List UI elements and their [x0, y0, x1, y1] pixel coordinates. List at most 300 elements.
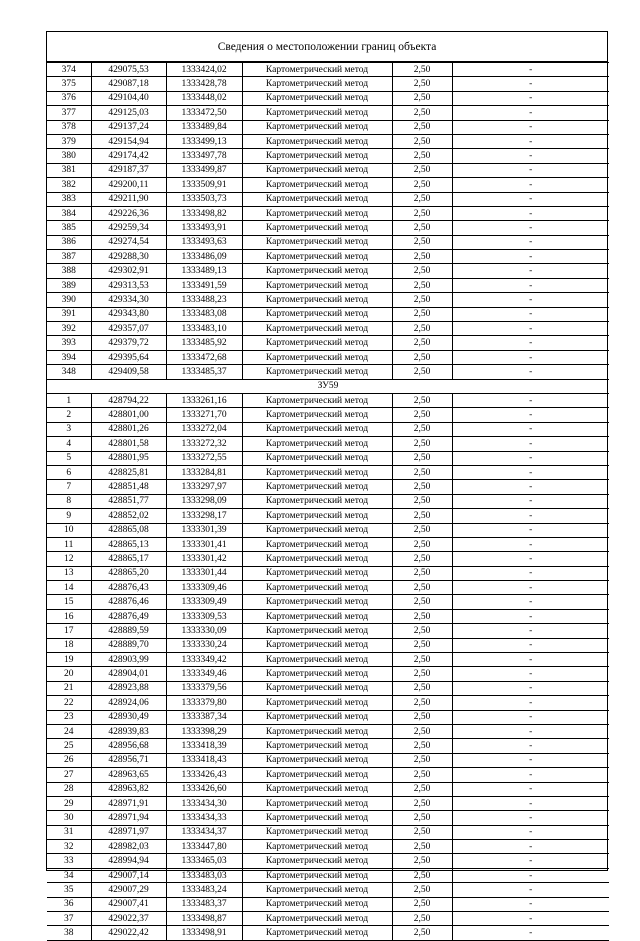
coordinates-table: [47, 62, 609, 941]
cell-method: Картометрический метод: [242, 696, 392, 710]
cell-method: Картометрический метод: [242, 509, 392, 523]
cell-x-coordinate: 428963,65: [91, 768, 166, 782]
cell-x-coordinate: 428889,59: [91, 624, 166, 638]
cell-x-coordinate: 428956,68: [91, 739, 166, 753]
cell-method: Картометрический метод: [242, 451, 392, 465]
cell-point-number: 387: [47, 250, 91, 264]
cell-y-coordinate: 1333330,24: [166, 638, 242, 652]
cell-x-coordinate: 429200,11: [91, 178, 166, 192]
cell-method: Картометрический метод: [242, 393, 392, 407]
cell-method: Картометрический метод: [242, 77, 392, 91]
cell-x-coordinate: 428903,99: [91, 653, 166, 667]
cell-y-coordinate: 1333298,17: [166, 509, 242, 523]
table-row: [47, 739, 609, 753]
cell-description: -: [452, 624, 609, 638]
table-row: [47, 278, 609, 292]
cell-point-number: 18: [47, 638, 91, 652]
cell-accuracy: 2,50: [392, 638, 452, 652]
cell-accuracy: 2,50: [392, 437, 452, 451]
cell-accuracy: 2,50: [392, 106, 452, 120]
cell-x-coordinate: 428956,71: [91, 753, 166, 767]
cell-x-coordinate: 428794,22: [91, 393, 166, 407]
cell-description: -: [452, 350, 609, 364]
cell-accuracy: 2,50: [392, 653, 452, 667]
cell-method: Картометрический метод: [242, 437, 392, 451]
table-row: [47, 134, 609, 148]
cell-y-coordinate: 1333301,42: [166, 552, 242, 566]
cell-description: -: [452, 753, 609, 767]
cell-y-coordinate: 1333301,41: [166, 537, 242, 551]
cell-y-coordinate: 1333297,97: [166, 480, 242, 494]
table-row: [47, 307, 609, 321]
cell-y-coordinate: 1333434,37: [166, 825, 242, 839]
cell-point-number: 388: [47, 264, 91, 278]
cell-accuracy: 2,50: [392, 451, 452, 465]
cell-description: -: [452, 681, 609, 695]
cell-point-number: 28: [47, 782, 91, 796]
table-row: [47, 638, 609, 652]
cell-x-coordinate: 429174,42: [91, 149, 166, 163]
cell-accuracy: 2,50: [392, 840, 452, 854]
cell-point-number: 19: [47, 653, 91, 667]
cell-description: -: [452, 163, 609, 177]
cell-description: -: [452, 696, 609, 710]
cell-y-coordinate: 1333493,63: [166, 235, 242, 249]
table-row: [47, 811, 609, 825]
cell-x-coordinate: 429395,64: [91, 350, 166, 364]
cell-description: -: [452, 595, 609, 609]
cell-point-number: 33: [47, 854, 91, 868]
table-row: [47, 796, 609, 810]
table-row: [47, 264, 609, 278]
table-row: [47, 91, 609, 105]
cell-description: -: [452, 796, 609, 810]
cell-point-number: 32: [47, 840, 91, 854]
cell-point-number: 25: [47, 739, 91, 753]
cell-description: -: [452, 825, 609, 839]
cell-accuracy: 2,50: [392, 912, 452, 926]
cell-method: Картометрический метод: [242, 667, 392, 681]
cell-x-coordinate: 429302,91: [91, 264, 166, 278]
cell-x-coordinate: 428971,91: [91, 796, 166, 810]
cell-y-coordinate: 1333272,32: [166, 437, 242, 451]
cell-method: Картометрический метод: [242, 768, 392, 782]
table-row: [47, 897, 609, 911]
cell-point-number: 392: [47, 322, 91, 336]
table-row: [47, 667, 609, 681]
cell-method: Картометрический метод: [242, 595, 392, 609]
cell-y-coordinate: 1333483,10: [166, 322, 242, 336]
cell-point-number: 23: [47, 710, 91, 724]
table-row: [47, 293, 609, 307]
cell-point-number: 10: [47, 523, 91, 537]
table-row: [47, 523, 609, 537]
cell-x-coordinate: 428971,97: [91, 825, 166, 839]
cell-accuracy: 2,50: [392, 696, 452, 710]
cell-accuracy: 2,50: [392, 681, 452, 695]
cell-description: -: [452, 106, 609, 120]
cell-x-coordinate: 429409,58: [91, 365, 166, 379]
cell-method: Картометрический метод: [242, 753, 392, 767]
cell-method: Картометрический метод: [242, 250, 392, 264]
cell-description: -: [452, 912, 609, 926]
cell-description: -: [452, 710, 609, 724]
section-label: ЗУ59: [47, 379, 609, 393]
cell-method: Картометрический метод: [242, 235, 392, 249]
cell-method: Картометрический метод: [242, 192, 392, 206]
table-row: [47, 480, 609, 494]
table-row: [47, 322, 609, 336]
coordinates-document: [46, 31, 608, 939]
cell-method: Картометрический метод: [242, 609, 392, 623]
cell-accuracy: 2,50: [392, 422, 452, 436]
cell-y-coordinate: 1333472,68: [166, 350, 242, 364]
cell-description: -: [452, 638, 609, 652]
cell-method: Картометрический метод: [242, 178, 392, 192]
cell-y-coordinate: 1333261,16: [166, 393, 242, 407]
cell-point-number: 375: [47, 77, 91, 91]
table-row: [47, 653, 609, 667]
cell-y-coordinate: 1333309,49: [166, 595, 242, 609]
table-row: [47, 840, 609, 854]
cell-y-coordinate: 1333301,44: [166, 566, 242, 580]
cell-point-number: 382: [47, 178, 91, 192]
cell-point-number: 22: [47, 696, 91, 710]
cell-accuracy: 2,50: [392, 393, 452, 407]
table-row: [47, 681, 609, 695]
cell-description: -: [452, 322, 609, 336]
cell-x-coordinate: 428904,01: [91, 667, 166, 681]
table-row: [47, 710, 609, 724]
cell-method: Картометрический метод: [242, 897, 392, 911]
cell-y-coordinate: 1333428,78: [166, 77, 242, 91]
table-row: [47, 552, 609, 566]
cell-point-number: 26: [47, 753, 91, 767]
cell-point-number: 37: [47, 912, 91, 926]
cell-x-coordinate: 428923,88: [91, 681, 166, 695]
table-row: [47, 581, 609, 595]
cell-y-coordinate: 1333271,70: [166, 408, 242, 422]
table-row: [47, 336, 609, 350]
cell-description: -: [452, 523, 609, 537]
cell-accuracy: 2,50: [392, 811, 452, 825]
cell-y-coordinate: 1333465,03: [166, 854, 242, 868]
cell-method: Картометрический метод: [242, 552, 392, 566]
cell-method: Картометрический метод: [242, 739, 392, 753]
cell-description: -: [452, 926, 609, 940]
cell-method: Картометрический метод: [242, 825, 392, 839]
table-row: [47, 393, 609, 407]
cell-method: Картометрический метод: [242, 811, 392, 825]
cell-accuracy: 2,50: [392, 480, 452, 494]
cell-y-coordinate: 1333498,91: [166, 926, 242, 940]
cell-y-coordinate: 1333509,91: [166, 178, 242, 192]
cell-y-coordinate: 1333379,56: [166, 681, 242, 695]
cell-accuracy: 2,50: [392, 753, 452, 767]
cell-description: -: [452, 365, 609, 379]
cell-x-coordinate: 429274,54: [91, 235, 166, 249]
cell-description: -: [452, 293, 609, 307]
cell-accuracy: 2,50: [392, 408, 452, 422]
cell-x-coordinate: 428876,49: [91, 609, 166, 623]
cell-point-number: 374: [47, 63, 91, 77]
cell-y-coordinate: 1333448,02: [166, 91, 242, 105]
cell-method: Картометрический метод: [242, 408, 392, 422]
table-row: [47, 250, 609, 264]
table-row: [47, 768, 609, 782]
cell-y-coordinate: 1333426,60: [166, 782, 242, 796]
cell-method: Картометрический метод: [242, 422, 392, 436]
cell-point-number: 20: [47, 667, 91, 681]
table-row: [47, 63, 609, 77]
cell-accuracy: 2,50: [392, 134, 452, 148]
cell-x-coordinate: 428865,08: [91, 523, 166, 537]
cell-point-number: 30: [47, 811, 91, 825]
cell-description: -: [452, 609, 609, 623]
cell-accuracy: 2,50: [392, 523, 452, 537]
cell-y-coordinate: 1333309,53: [166, 609, 242, 623]
cell-point-number: 27: [47, 768, 91, 782]
cell-description: -: [452, 883, 609, 897]
cell-point-number: 1: [47, 393, 91, 407]
cell-point-number: 36: [47, 897, 91, 911]
cell-point-number: 15: [47, 595, 91, 609]
cell-x-coordinate: 429313,53: [91, 278, 166, 292]
cell-point-number: 386: [47, 235, 91, 249]
cell-description: -: [452, 278, 609, 292]
cell-x-coordinate: 429187,37: [91, 163, 166, 177]
cell-method: Картометрический метод: [242, 221, 392, 235]
cell-y-coordinate: 1333489,84: [166, 120, 242, 134]
cell-accuracy: 2,50: [392, 149, 452, 163]
cell-point-number: 5: [47, 451, 91, 465]
cell-accuracy: 2,50: [392, 178, 452, 192]
cell-description: -: [452, 221, 609, 235]
cell-x-coordinate: 429379,72: [91, 336, 166, 350]
cell-accuracy: 2,50: [392, 926, 452, 940]
cell-accuracy: 2,50: [392, 77, 452, 91]
table-row: [47, 912, 609, 926]
cell-point-number: 383: [47, 192, 91, 206]
cell-point-number: 385: [47, 221, 91, 235]
cell-accuracy: 2,50: [392, 782, 452, 796]
cell-accuracy: 2,50: [392, 465, 452, 479]
cell-y-coordinate: 1333272,55: [166, 451, 242, 465]
cell-y-coordinate: 1333493,91: [166, 221, 242, 235]
cell-accuracy: 2,50: [392, 350, 452, 364]
cell-method: Картометрический метод: [242, 163, 392, 177]
cell-y-coordinate: 1333398,29: [166, 724, 242, 738]
cell-description: -: [452, 724, 609, 738]
cell-accuracy: 2,50: [392, 278, 452, 292]
cell-point-number: 384: [47, 206, 91, 220]
cell-method: Картометрический метод: [242, 322, 392, 336]
cell-method: Картометрический метод: [242, 681, 392, 695]
cell-x-coordinate: 428982,03: [91, 840, 166, 854]
cell-method: Картометрический метод: [242, 926, 392, 940]
cell-method: Картометрический метод: [242, 653, 392, 667]
cell-x-coordinate: 428930,49: [91, 710, 166, 724]
cell-description: -: [452, 393, 609, 407]
cell-y-coordinate: 1333486,09: [166, 250, 242, 264]
cell-x-coordinate: 429022,42: [91, 926, 166, 940]
cell-description: -: [452, 408, 609, 422]
cell-description: -: [452, 91, 609, 105]
cell-description: -: [452, 437, 609, 451]
cell-description: -: [452, 509, 609, 523]
cell-description: -: [452, 465, 609, 479]
cell-accuracy: 2,50: [392, 624, 452, 638]
cell-point-number: 9: [47, 509, 91, 523]
cell-accuracy: 2,50: [392, 868, 452, 882]
cell-method: Картометрический метод: [242, 350, 392, 364]
coordinates-table-body: [47, 63, 609, 941]
cell-accuracy: 2,50: [392, 724, 452, 738]
cell-point-number: 21: [47, 681, 91, 695]
cell-description: -: [452, 235, 609, 249]
cell-x-coordinate: 429104,40: [91, 91, 166, 105]
cell-accuracy: 2,50: [392, 91, 452, 105]
table-row: [47, 537, 609, 551]
cell-y-coordinate: 1333499,13: [166, 134, 242, 148]
cell-y-coordinate: 1333488,23: [166, 293, 242, 307]
cell-x-coordinate: 428865,17: [91, 552, 166, 566]
cell-y-coordinate: 1333424,02: [166, 63, 242, 77]
table-row: [47, 509, 609, 523]
cell-accuracy: 2,50: [392, 365, 452, 379]
table-row: [47, 192, 609, 206]
cell-method: Картометрический метод: [242, 868, 392, 882]
table-row: [47, 595, 609, 609]
cell-x-coordinate: 428865,20: [91, 566, 166, 580]
cell-accuracy: 2,50: [392, 552, 452, 566]
cell-x-coordinate: 428939,83: [91, 724, 166, 738]
cell-x-coordinate: 428851,77: [91, 494, 166, 508]
cell-point-number: 391: [47, 307, 91, 321]
cell-method: Картометрический метод: [242, 581, 392, 595]
cell-method: Картометрический метод: [242, 796, 392, 810]
table-row: [47, 696, 609, 710]
cell-accuracy: 2,50: [392, 537, 452, 551]
table-row: [47, 163, 609, 177]
cell-accuracy: 2,50: [392, 509, 452, 523]
cell-point-number: 16: [47, 609, 91, 623]
cell-point-number: 6: [47, 465, 91, 479]
cell-x-coordinate: 428851,48: [91, 480, 166, 494]
cell-method: Картометрический метод: [242, 566, 392, 580]
cell-description: -: [452, 854, 609, 868]
table-row: [47, 624, 609, 638]
cell-y-coordinate: 1333309,46: [166, 581, 242, 595]
table-row: [47, 408, 609, 422]
cell-point-number: 17: [47, 624, 91, 638]
cell-accuracy: 2,50: [392, 192, 452, 206]
cell-x-coordinate: 428825,81: [91, 465, 166, 479]
cell-y-coordinate: 1333418,43: [166, 753, 242, 767]
cell-y-coordinate: 1333298,09: [166, 494, 242, 508]
cell-point-number: 393: [47, 336, 91, 350]
cell-accuracy: 2,50: [392, 796, 452, 810]
cell-point-number: 390: [47, 293, 91, 307]
cell-x-coordinate: 429288,30: [91, 250, 166, 264]
cell-y-coordinate: 1333418,39: [166, 739, 242, 753]
cell-description: -: [452, 206, 609, 220]
cell-method: Картометрический метод: [242, 106, 392, 120]
table-row: [47, 782, 609, 796]
cell-y-coordinate: 1333472,50: [166, 106, 242, 120]
cell-description: -: [452, 494, 609, 508]
cell-method: Картометрический метод: [242, 854, 392, 868]
table-row: [47, 566, 609, 580]
cell-description: -: [452, 336, 609, 350]
cell-accuracy: 2,50: [392, 667, 452, 681]
cell-x-coordinate: 428889,70: [91, 638, 166, 652]
cell-accuracy: 2,50: [392, 63, 452, 77]
cell-y-coordinate: 1333498,82: [166, 206, 242, 220]
cell-description: -: [452, 897, 609, 911]
cell-method: Картометрический метод: [242, 91, 392, 105]
cell-x-coordinate: 429334,30: [91, 293, 166, 307]
cell-accuracy: 2,50: [392, 595, 452, 609]
table-row: [47, 178, 609, 192]
cell-y-coordinate: 1333483,03: [166, 868, 242, 882]
cell-description: -: [452, 264, 609, 278]
table-row: [47, 609, 609, 623]
cell-accuracy: 2,50: [392, 264, 452, 278]
cell-y-coordinate: 1333483,37: [166, 897, 242, 911]
cell-description: -: [452, 149, 609, 163]
cell-y-coordinate: 1333491,59: [166, 278, 242, 292]
cell-accuracy: 2,50: [392, 854, 452, 868]
cell-y-coordinate: 1333485,37: [166, 365, 242, 379]
cell-x-coordinate: 429137,24: [91, 120, 166, 134]
cell-method: Картометрический метод: [242, 912, 392, 926]
cell-y-coordinate: 1333301,39: [166, 523, 242, 537]
cell-y-coordinate: 1333499,87: [166, 163, 242, 177]
cell-description: -: [452, 250, 609, 264]
table-row: [47, 724, 609, 738]
cell-description: -: [452, 566, 609, 580]
cell-method: Картометрический метод: [242, 494, 392, 508]
cell-method: Картометрический метод: [242, 293, 392, 307]
table-row: [47, 106, 609, 120]
table-row: [47, 494, 609, 508]
cell-point-number: 4: [47, 437, 91, 451]
cell-description: -: [452, 120, 609, 134]
cell-point-number: 3: [47, 422, 91, 436]
cell-y-coordinate: 1333434,30: [166, 796, 242, 810]
cell-method: Картометрический метод: [242, 537, 392, 551]
table-row: [47, 437, 609, 451]
cell-accuracy: 2,50: [392, 825, 452, 839]
cell-y-coordinate: 1333379,80: [166, 696, 242, 710]
cell-x-coordinate: 429075,53: [91, 63, 166, 77]
table-row: [47, 883, 609, 897]
cell-y-coordinate: 1333503,73: [166, 192, 242, 206]
cell-point-number: 35: [47, 883, 91, 897]
cell-method: Картометрический метод: [242, 336, 392, 350]
cell-method: Картометрический метод: [242, 523, 392, 537]
cell-point-number: 8: [47, 494, 91, 508]
cell-description: -: [452, 63, 609, 77]
cell-point-number: 13: [47, 566, 91, 580]
table-row: [47, 926, 609, 940]
cell-x-coordinate: 428924,06: [91, 696, 166, 710]
cell-x-coordinate: 429357,07: [91, 322, 166, 336]
cell-method: Картометрический метод: [242, 365, 392, 379]
cell-description: -: [452, 192, 609, 206]
cell-y-coordinate: 1333489,13: [166, 264, 242, 278]
